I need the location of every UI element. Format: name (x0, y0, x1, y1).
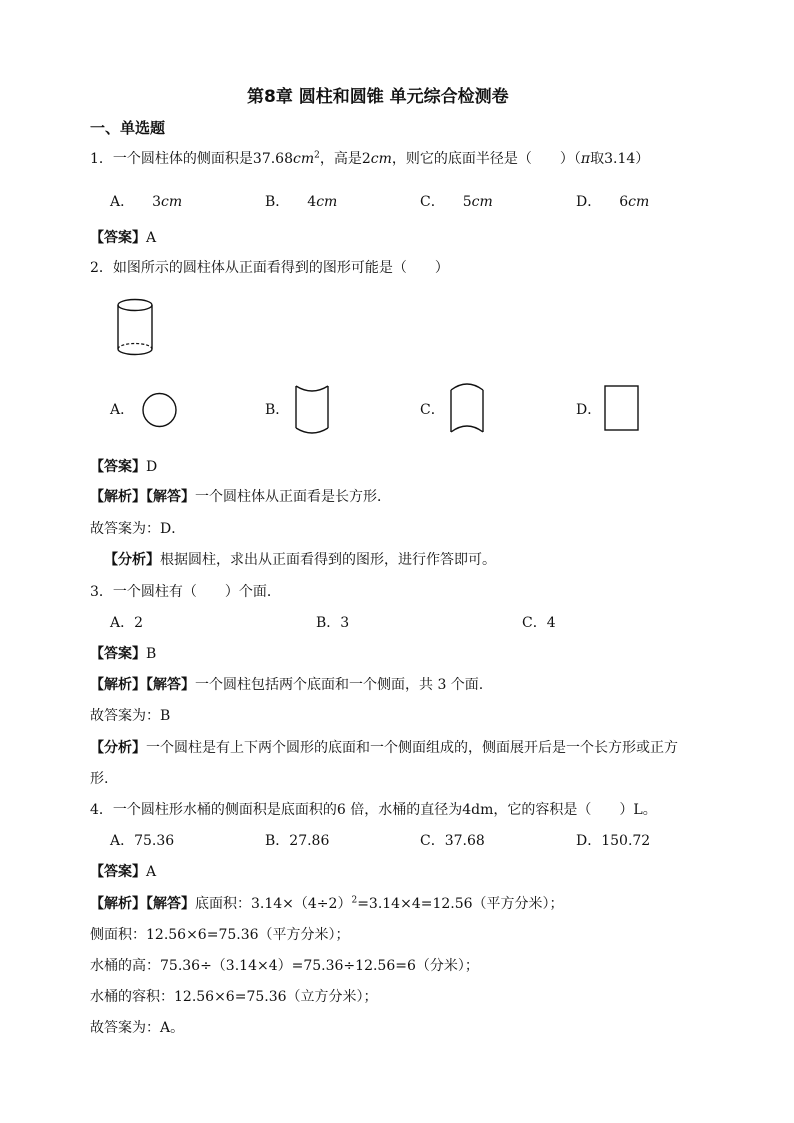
section-heading: 一、单选题 (90, 119, 166, 137)
q1-option-a[interactable]: A． 3cm (110, 194, 183, 210)
q2-option-a-label[interactable]: A． (110, 402, 135, 418)
q2-answer: 【答案】D (90, 459, 158, 475)
q1-option-b[interactable]: B． 4cm (265, 194, 338, 210)
q4-solution-line: 侧面积：12.56×6=75.36（平方分米）； (90, 927, 350, 943)
q3-conclusion: 故答案为：B (90, 708, 171, 724)
question-2: 2．如图所示的圆柱体从正面看得到的图形可能是（ ） (90, 260, 449, 276)
q1-option-d[interactable]: D． 6cm (576, 194, 650, 210)
q4-conclusion: 故答案为：A。 (90, 1020, 185, 1036)
question-1: 1．一个圆柱体的侧面积是$37.68cm^2$，高是2cm，则它的底面半径是（ ）（π取3.14） (90, 150, 650, 167)
question-4: 4．一个圆柱形水桶的侧面积是底面积的6 倍，水桶的直径为4dm，它的容积是（ ）L。 (90, 802, 657, 818)
q2-option-b-label[interactable]: B． (265, 402, 290, 418)
question-3: 3．一个圆柱有（ ）个面． (90, 584, 281, 600)
q4-analysis: 【解析】【解答】底面积：$3.14\times(4\div 2)^2=3.14\times 4=12.56$（平方分米）； (90, 895, 564, 912)
page-title: 第8章 圆柱和圆锥 单元综合检测卷 (247, 87, 509, 107)
q4-solution-line: 水桶的高：75.36÷（3.14×4）=75.36÷12.56=6（分米）； (90, 958, 479, 974)
q4-option-c[interactable]: C．37.68 (420, 833, 485, 849)
rectangle-shape (603, 384, 643, 434)
q1-option-c[interactable]: C． 5cm (420, 194, 493, 210)
q4-answer: 【答案】A (90, 864, 157, 880)
q3-option-b[interactable]: B．3 (316, 615, 350, 631)
q4-option-d[interactable]: D．150.72 (576, 833, 651, 849)
q2-analysis: 【解析】【解答】一个圆柱体从正面看是长方形． (90, 489, 391, 505)
concave-top-shape (292, 382, 332, 436)
q2-option-d-label[interactable]: D． (576, 402, 602, 418)
q3-analysis: 【解析】【解答】一个圆柱包括两个底面和一个侧面，共 3 个面. (90, 677, 484, 693)
convex-top-shape (447, 380, 487, 436)
q3-option-c[interactable]: C．4 (522, 615, 556, 631)
circle-shape (140, 392, 180, 432)
q2-conclusion: 故答案为：D． (90, 521, 186, 537)
q3-analyze-cont: 形. (90, 771, 109, 787)
cylinder-figure (112, 295, 162, 360)
q4-option-a[interactable]: A．75.36 (110, 833, 175, 849)
q4-option-b[interactable]: B．27.86 (265, 833, 330, 849)
q2-analyze: 【分析】根据圆柱，求出从正面看得到的图形，进行作答即可。 (104, 552, 496, 568)
q4-solution-line: 水桶的容积：12.56×6=75.36（立方分米）； (90, 989, 378, 1005)
q1-answer: 【答案】A (90, 230, 157, 246)
q3-answer: 【答案】B (90, 646, 157, 662)
q2-option-c-label[interactable]: C． (420, 402, 445, 418)
q3-analyze: 【分析】一个圆柱是有上下两个圆形的底面和一个侧面组成的，侧面展开后是一个长方形或正方 (90, 740, 678, 756)
q3-option-a[interactable]: A．2 (110, 615, 144, 631)
